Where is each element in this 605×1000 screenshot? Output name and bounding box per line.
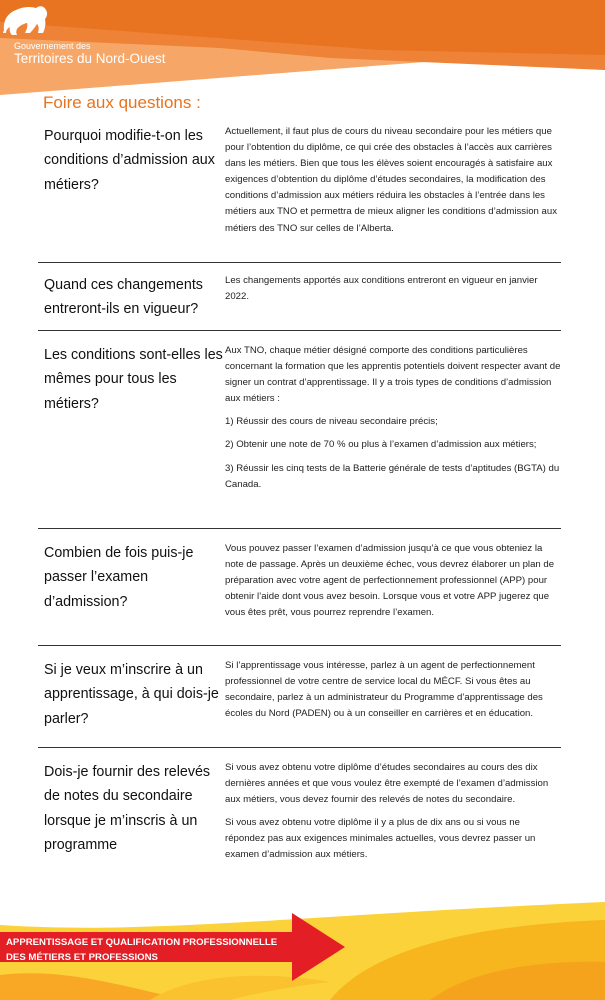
government-name xyxy=(14,42,166,67)
faq-answer-paragraph: Si l’apprentissage vous intéresse, parlez à un agent de perfectionnement professionnel de votre centre de service local du MÉCF. Si vous êtes au secondaire, parlez à un administrateur du Programme d’apprentissage des écoles du Nord (PADEN) ou à un conseiller en carrières et en éducation. xyxy=(225,660,543,720)
faq-answer-paragraph: Aux TNO, chaque métier désigné comporte des conditions particulières concernant la formation que les apprentis potentiels doivent respecter avant de signer un contrat d’apprentissage. Il y a trois types de conditions d’admission aux métiers : xyxy=(225,345,561,405)
faq-answer xyxy=(225,124,561,262)
faq-row xyxy=(38,529,561,646)
faq-table xyxy=(38,120,561,893)
gov-line1: Gouvernement des xyxy=(14,41,91,51)
faq-question: Combien de fois puis-je passer l’examen d’admission? xyxy=(44,545,194,610)
faq-row xyxy=(38,331,561,529)
faq-answer xyxy=(225,760,561,892)
faq-question: Quand ces changements entreront-ils en vigueur? xyxy=(44,277,203,318)
faq-question: Pourquoi modifie-t-on les conditions d’admission aux métiers? xyxy=(44,128,215,193)
faq-row xyxy=(38,748,561,893)
banner-line2: DES MÉTIERS ET PROFESSIONS xyxy=(6,952,158,963)
faq-row xyxy=(38,646,561,748)
faq-title: Foire aux questions : xyxy=(43,93,201,112)
banner-line1: APPRENTISSAGE ET QUALIFICATION PROFESSIONNELLE xyxy=(6,937,278,948)
faq-row xyxy=(38,120,561,263)
faq-question: Les conditions sont-elles les mêmes pour tous les métiers? xyxy=(44,347,223,412)
faq-answer-paragraph: 1) Réussir des cours de niveau secondaire précis; xyxy=(225,416,438,428)
faq-answer xyxy=(225,343,561,528)
faq-answer xyxy=(225,273,561,330)
faq-question: Si je veux m’inscrire à un apprentissage, à qui dois-je parler? xyxy=(44,662,219,727)
faq-answer xyxy=(225,658,561,747)
faq-answer xyxy=(225,541,561,645)
faq-answer-paragraph: Les changements apportés aux conditions entreront en vigueur en janvier 2022. xyxy=(225,275,538,303)
faq-answer-paragraph: 2) Obtenir une note de 70 % ou plus à l’examen d’admission aux métiers; xyxy=(225,439,537,451)
faq-answer-paragraph: Si vous avez obtenu votre diplôme d’études secondaires au cours des dix dernières années et que vous voulez être exempté de l’examen d’admission aux métiers, vous devez fournir des relevés de notes du secondaire. xyxy=(225,762,549,806)
faq-answer-paragraph: 3) Réussir les cinq tests de la Batterie générale de tests d’aptitudes (BGTA) du Canada. xyxy=(225,462,560,490)
polar-bear-logo-icon xyxy=(0,0,50,40)
faq-answer-paragraph: Si vous avez obtenu votre diplôme il y a plus de dix ans ou si vous ne répondez pas aux exigences minimales actuelles, vous devrez passer un examen d’admission aux métiers. xyxy=(225,817,536,861)
faq-question: Dois-je fournir des relevés de notes du secondaire lorsque je m’inscris à un programme xyxy=(44,764,211,854)
gov-line2: Territoires du Nord-Ouest xyxy=(14,50,166,66)
header xyxy=(0,0,605,100)
faq-row xyxy=(38,263,561,331)
faq-answer-paragraph: Vous pouvez passer l’examen d’admission jusqu’à ce que vous obteniez la note de passage. Après un deuxième échec, vous devrez élaborer un plan de préparation avec votre agent de perfectionnement professionnel (APP) pour obtenir l’aide dont vous avez besoin. Lorsque vous et votre APP jugerez que vous êtes prêt, vous pourrez reprendre l’examen. xyxy=(225,543,555,619)
program-banner xyxy=(6,935,277,965)
faq-answer-paragraph: Actuellement, il faut plus de cours du niveau secondaire pour les métiers que pour l’obtention du diplôme, ce qui crée des obstacles à l’accès aux carrières dans les métiers. Bien que tous les élèves soient encouragés à satisfaire aux exigences d’obtention du diplôme d’études secondaires, la modification des conditions d’admission aux métiers réduira les obstacles à l’entrée dans les métiers aux TNO et permettra de mieux aligner les conditions d’admission aux métiers des TNO sur celles de l’Alberta. xyxy=(225,126,558,234)
